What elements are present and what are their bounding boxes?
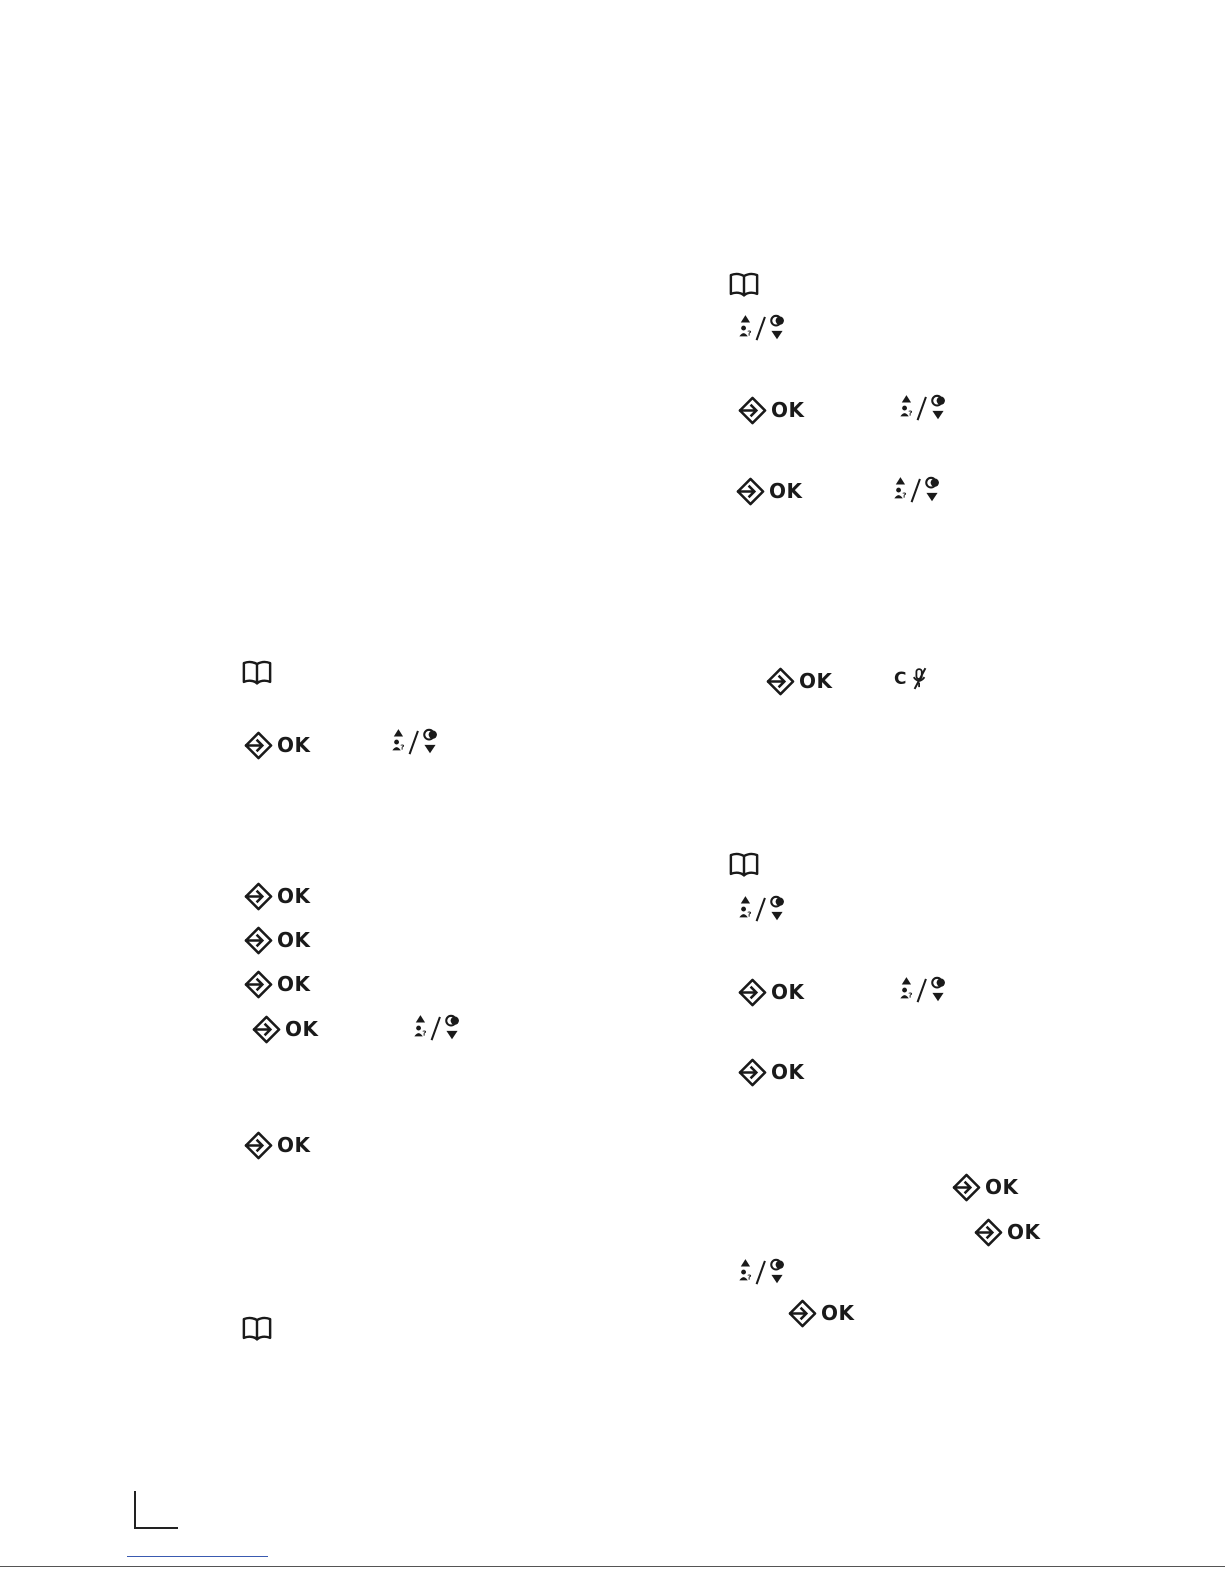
crop-mark-vertical	[134, 1491, 136, 1528]
phonebook-icon	[242, 660, 272, 685]
ok-key-icon: OK	[244, 880, 311, 912]
ok-key-icon: OK	[738, 976, 805, 1008]
navigation-key-icon	[899, 392, 951, 426]
c-mute-key-icon: C	[894, 667, 929, 691]
ok-key-icon: OK	[738, 394, 805, 426]
navigation-key-icon	[893, 474, 945, 508]
ok-key-icon: OK	[736, 475, 803, 507]
ok-key-icon: OK	[952, 1171, 1019, 1203]
ok-key-icon: OK	[738, 1056, 805, 1088]
navigation-key-icon	[738, 1256, 790, 1290]
ok-key-icon: OK	[974, 1216, 1041, 1248]
navigation-key-icon	[738, 893, 790, 927]
ok-key-icon: OK	[244, 924, 311, 956]
ok-key-icon: OK	[244, 968, 311, 1000]
ok-key-icon: OK	[244, 1129, 311, 1161]
navigation-key-icon	[391, 726, 443, 760]
page-bottom-rule	[0, 1566, 1225, 1567]
phonebook-icon	[729, 852, 759, 877]
crop-mark-horizontal	[134, 1527, 178, 1529]
phonebook-icon	[242, 1316, 272, 1341]
navigation-key-icon	[413, 1012, 465, 1046]
navigation-key-icon	[738, 312, 790, 346]
ok-key-icon: OK	[788, 1297, 855, 1329]
navigation-key-icon	[899, 974, 951, 1008]
ok-key-icon: OK	[766, 665, 833, 697]
ok-key-icon: OK	[252, 1013, 319, 1045]
link-underline	[127, 1556, 268, 1557]
ok-key-icon: OK	[244, 729, 311, 761]
phonebook-icon	[729, 272, 759, 297]
